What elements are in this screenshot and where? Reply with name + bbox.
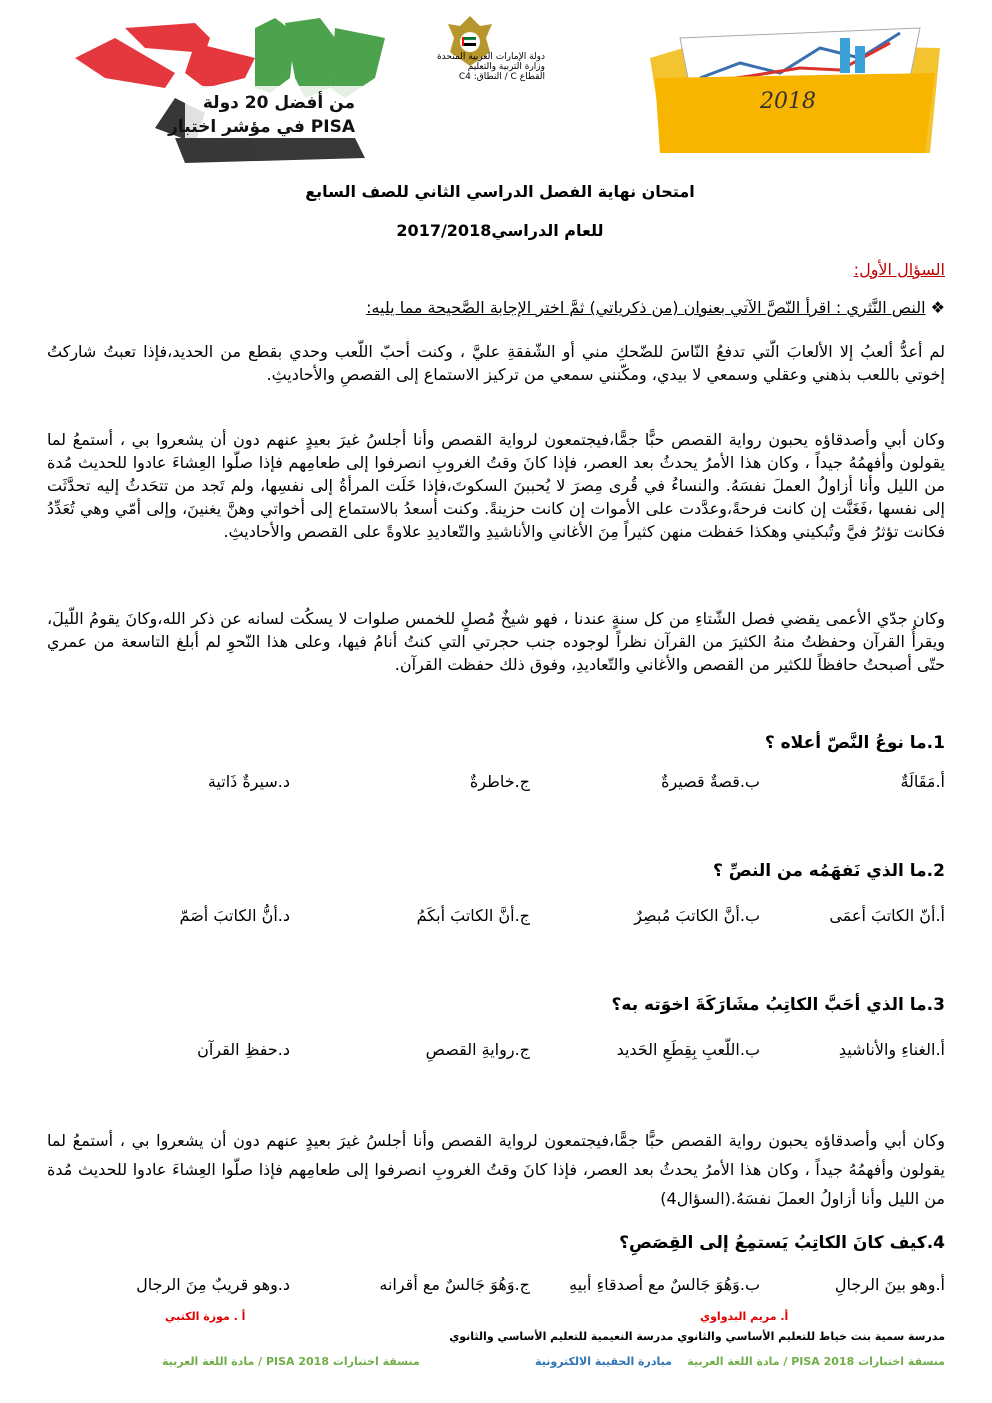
option-b[interactable]: ب.وَهُوَ جَالسٌ مع أصدقاءِ أبيهِ bbox=[569, 1275, 760, 1294]
school-line: مدرسة سمية بنت خياط للتعليم الأساسي والثانوي مدرسة النعيمية للتعليم الأساسي والثانوي bbox=[449, 1330, 945, 1343]
question-3: 3.ما الذي أحَبَّ الكاتِبُ مشَارَكَةَ اخوَته به؟ bbox=[611, 995, 945, 1015]
folder-year: 2018 bbox=[760, 89, 816, 114]
exam-year: للعام الدراسي2017/2018 bbox=[396, 221, 604, 240]
bullet-icon: ❖ bbox=[930, 298, 945, 317]
option-b[interactable]: ب.قصةٌ قصيرةٌ bbox=[661, 772, 760, 791]
gov-line1: دولة الإمارات العربية المتحدة bbox=[436, 52, 545, 62]
question-2: 2.ما الذي نَفهَمُه من النصِّ ؟ bbox=[713, 861, 945, 881]
hand-text-line1: من أفضل 20 دولة bbox=[202, 93, 355, 113]
gov-line3: القطاع C / النطاق: C4 bbox=[458, 72, 545, 82]
option-a[interactable]: أ.وهو بينَ الرجالِ bbox=[834, 1275, 945, 1294]
option-b[interactable]: ب.أنَّ الكاتبَ مُبصِرٌ bbox=[634, 906, 760, 925]
section-heading: السؤال الأول: bbox=[853, 260, 945, 279]
teacher-name-1: أ. مريم البدواوي bbox=[700, 1310, 789, 1323]
instruction bbox=[65, 298, 945, 317]
option-d[interactable]: د.سيرةٌ ذَاتية bbox=[207, 772, 290, 791]
options-q3 bbox=[47, 1040, 945, 1064]
option-a[interactable]: أ.أنّ الكاتبَ أعمَى bbox=[829, 906, 945, 925]
passage-paragraph-2: وكان أبي وأصدقاؤه يحبون رواية القصص حبًّا جمًّا،فيجتمعون لرواية القصص وأنا أجلسُ غيرَ بعيدٍ عنهم دون أن يشعروا بي ، أستمعُ لما يقولون وأفهمُهُ جيداً ، وكان هذا الأمرُ يحدثُ بعد العصر، فإذا كانَ وقتُ الغروبِ انصرفوا إلى طعامِهم فإذا صلّوا العِشاءَ عادوا للحديث مُدة من الليل وأنا أزاولُ العملَ نفسَهُ. والنساءُ في قُرى مِصرَ لا يُحببنَ السكوتَ،فإذا خَلَت المرأةُ إلى نفسِها، ولم تَجد من تتحَدثُ إليه تحدَّثَت إلى نفسها ،فَغَنَّت إن كانت فرحةً،وعدَّدت على الأموات إن كانت حزينةً. وكنت أسعدُ بالاستماع إلى أخواتي وهنَّ يغنينَ، وإلى أمّي وهي تُعَدِّدُ فكانت تؤثرُ فيَّ وتُبكيني وهكذا حَفظت منهن كثيراً مِنَ الأغاني والأناشيدِ والتّعاديدِ علاوةً على القصص والأحاديثِ. bbox=[47, 430, 945, 541]
question-4: 4.كيف كانَ الكاتِبُ يَستمِعُ إلى القِصَصِ؟ bbox=[619, 1233, 945, 1253]
options-q2 bbox=[47, 906, 945, 930]
option-a[interactable]: أ.مَقَالَةٌ bbox=[900, 772, 945, 791]
instruction-text: النص النَّثري : اقرأ النّصَّ الآتي بعنوان (من ذكرياتي) ثمَّ اختر الإجابة الصَّحيحة مما يليه: bbox=[366, 298, 926, 317]
passage-paragraph-3: وكان جدّي الأعمى يقضي فصل الشّتاءِ من كل سنةٍ عندنا ، فهو شيخٌ مُصلٍ للخمس صلوات لا يسكُت لسانه عن ذكر الله،وكانَ يقومُ اللّيلَ، ويقرأُ القرآن وحفظتُ منهُ الكثيرَ من القرآن نظراً لوجوده جنب حجرتي التي كنتُ أنامُ فيها، وعلى هذا النّحوِ لم أبلغ التاسعة من عمري حتّى أصبحتُ حافظاً للكثير من القصص والأغاني والتّعاديدِ، وفوق ذلك حفظت القرآن. bbox=[47, 609, 945, 674]
option-c[interactable]: ج.خاطرةٌ bbox=[469, 772, 530, 791]
pisa-hand-logo bbox=[55, 18, 435, 163]
option-a[interactable]: أ.الغناءِ والأناشيدِ bbox=[838, 1040, 945, 1059]
initiative-text: مبادرة الحقيبة الالكترونية bbox=[535, 1355, 672, 1368]
footer-right bbox=[535, 1355, 945, 1368]
option-c[interactable]: ج.وَهُوَ جَالسٌ مع أقرانه bbox=[379, 1275, 530, 1294]
passage-excerpt-q4: وكان أبي وأصدقاؤه يحبون رواية القصص حبًّا جمًّا،فيجتمعون لرواية القصص وأنا أجلسُ غيرَ بعيدٍ عنهم دون أن يشعروا بي ، أستمعُ لما يقولون وأفهمُهُ جيداً ، وكان هذا الأمرُ يحدثُ بعد العصر، فإذا كانَ وقتُ الغروبِ انصرفوا إلى طعامِهم فإذا صلّوا العِشاءَ عادوا للحديث مُدة من الليل وأنا أزاولُ العملَ نفسَهُ.(السؤال4) bbox=[47, 1131, 945, 1208]
gov-line2: وزارة التربية والتعليم bbox=[467, 62, 545, 72]
exam-title: امتحان نهاية الفصل الدراسي الثاني للصف السابع bbox=[305, 182, 695, 201]
question-1: 1.ما نوعُ النَّصّ أعلاه ؟ bbox=[764, 733, 945, 753]
ministry-text bbox=[395, 52, 545, 82]
option-b[interactable]: ب.اللّعبِ بِقِطَعِ الحَديد bbox=[616, 1040, 760, 1059]
options-q1 bbox=[47, 772, 945, 796]
folder-2018-graphic bbox=[640, 18, 950, 158]
option-d[interactable]: د.حفظِ القرآن bbox=[197, 1040, 290, 1059]
passage-paragraph-1: لم أعدُّ ألعبُ إلا الألعابَ الّتي تدفعُ النّاسَ للضّحكِ مني أو الشّفقةِ عليَّ ، وكنت أحبّ اللّعب وحدي بقطع من الحديد،فإذا تعبتُ شاركتُ إخوتي باللعب بذهني وعقلي وسمعي لا بيدي، ومكّنني سمعي من تركيز الاستماع إلى القصصِ والأحاديثِ. bbox=[47, 342, 945, 384]
teacher-name-2: أ . موزة الكتبي bbox=[165, 1310, 246, 1323]
footer-left: منسقة اختبارات PISA 2018 / مادة اللغة العربية bbox=[162, 1355, 420, 1368]
option-d[interactable]: د.وهو قريبٌ مِنَ الرجال bbox=[136, 1275, 290, 1294]
coordinator-text: منسقة اختبارات PISA 2018 / مادة اللغة العربية bbox=[687, 1355, 945, 1368]
option-c[interactable]: ج.روايةِ القصصِ bbox=[425, 1040, 530, 1059]
options-q4 bbox=[47, 1275, 945, 1299]
option-c[interactable]: ج.أنَّ الكاتبَ أبكَمُ bbox=[416, 906, 530, 925]
hand-text-line2: في مؤشر اختبار PISA bbox=[168, 117, 355, 137]
option-d[interactable]: د.أنُّ الكاتبَ أصَمّ bbox=[179, 906, 290, 925]
